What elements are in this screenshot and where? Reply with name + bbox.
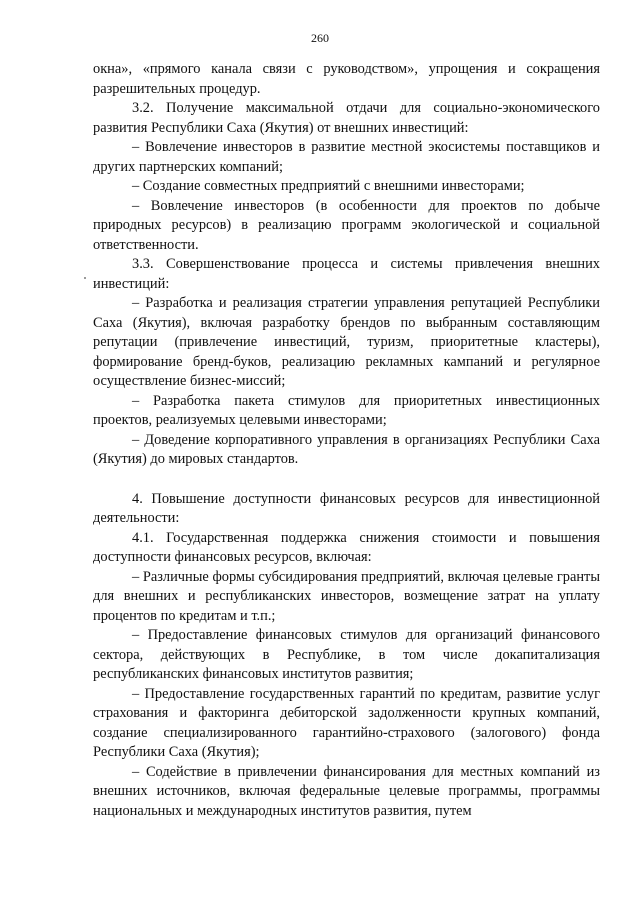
section-3-2-heading: 3.2. Получение максимальной отдачи для социально-экономического развития Республики Саха (Якутия) от внешних инвестиций: (93, 100, 600, 136)
list-item: – Доведение корпоративного управления в организациях Республики Саха (Якутия) до мировых стандартов. (93, 431, 600, 467)
section-4-heading: 4. Повышение доступности финансовых ресурсов для инвестиционной деятельности: (93, 490, 600, 526)
list-item: – Вовлечение инвесторов (в особенности для проектов по добыче природных ресурсов) в реализацию программ экологической и социальной ответственности. (93, 197, 600, 253)
list-item: – Вовлечение инвесторов в развитие местной экосистемы поставщиков и других партнерских компаний; (93, 139, 600, 175)
document-body (93, 60, 600, 821)
page-number: 260 (311, 31, 329, 45)
list-item: – Предоставление государственных гарантий по кредитам, развитие услуг страхования и факторинга дебиторской задолженности крупных компаний, создание специализированного гарантийно-страхового (залогового) фонда Республики Саха (Якутия); (93, 685, 600, 760)
paragraph-continuation: окна», «прямого канала связи с руководством», упрощения и сокращения разрешительных процедур. (93, 61, 600, 97)
list-item: – Различные формы субсидирования предприятий, включая целевые гранты для внешних и республиканских инвесторов, возмещение затрат на уплату процентов по кредитам и т.п.; (93, 568, 600, 624)
list-item: – Разработка и реализация стратегии управления репутацией Республики Саха (Якутия), включая разработку брендов по выбранным составляющим репутации (привлечение инвестиций, туризм, приоритетные кластеры), формирование бренд-буков, реализацию рекламных кампаний и регулярное осуществление бизнес-миссий; (93, 295, 600, 389)
list-item: – Создание совместных предприятий с внешними инвесторами; (132, 178, 525, 194)
margin-mark (84, 277, 86, 279)
list-item: – Разработка пакета стимулов для приоритетных инвестиционных проектов, реализуемых целевыми инвесторами; (93, 392, 600, 428)
section-3-3-heading: 3.3. Совершенствование процесса и системы привлечения внешних инвестиций: (93, 256, 600, 292)
list-item: – Содействие в привлечении финансирования для местных компаний из внешних источников, включая федеральные целевые программы, программы национальных и международных институтов развития, путем (93, 763, 600, 819)
section-4-1-heading: 4.1. Государственная поддержка снижения стоимости и повышения доступности финансовых ресурсов, включая: (93, 529, 600, 565)
list-item: – Предоставление финансовых стимулов для организаций финансового сектора, действующих в Республике, в том числе докапитализация республиканских финансовых институтов развития; (93, 627, 600, 682)
